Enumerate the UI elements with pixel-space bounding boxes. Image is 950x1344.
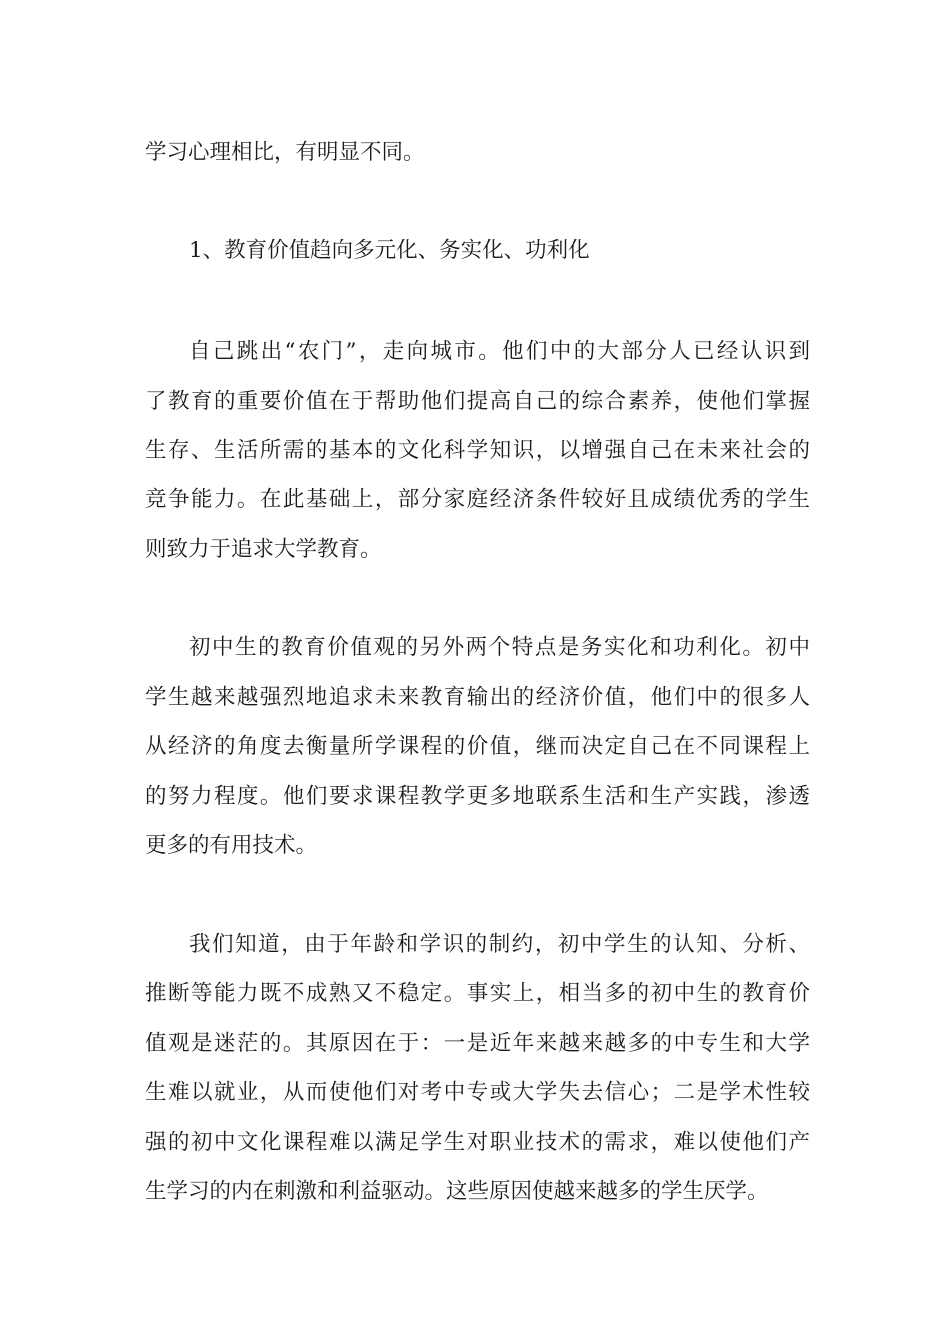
paragraph-1-line-4: 竞争能力。在此基础上，部分家庭经济条件较好且成绩优秀的学生 <box>145 487 810 512</box>
paragraph-2-line-1: 初中生的教育价值观的另外两个特点是务实化和功利化。初中 <box>189 635 810 660</box>
paragraph-1-line-5: 则致力于追求大学教育。 <box>145 537 382 562</box>
paragraph-1-line-2: 了教育的重要价值在于帮助他们提高自己的综合素养，使他们掌握 <box>145 389 810 414</box>
paragraph-3-line-6: 生学习的内在刺激和利益驱动。这些原因使越来越多的学生厌学。 <box>145 1179 769 1204</box>
paragraph-continuation-line: 学习心理相比，有明显不同。 <box>145 140 425 165</box>
paragraph-2-line-2: 学生越来越强烈地追求未来教育输出的经济价值，他们中的很多人 <box>145 685 810 710</box>
paragraph-3-line-2: 推断等能力既不成熟又不稳定。事实上，相当多的初中生的教育价 <box>145 981 810 1006</box>
paragraph-2-line-5: 更多的有用技术。 <box>145 833 318 858</box>
paragraph-2-line-4: 的努力程度。他们要求课程教学更多地联系生活和生产实践，渗透 <box>145 784 810 809</box>
paragraph-2-line-3: 从经济的角度去衡量所学课程的价值，继而决定自己在不同课程上 <box>145 734 810 759</box>
paragraph-1-line-1: 自己跳出“农门”，走向城市。他们中的大部分人已经认识到 <box>189 339 810 364</box>
paragraph-1-line-3: 生存、生活所需的基本的文化科学知识，以增强自己在未来社会的 <box>145 438 810 463</box>
paragraph-3-line-5: 强的初中文化课程难以满足学生对职业技术的需求，难以使他们产 <box>145 1130 810 1155</box>
paragraph-3-line-4: 生难以就业，从而使他们对考中专或大学失去信心；二是学术性较 <box>145 1080 810 1105</box>
section-heading: 1、教育价值趋向多元化、务实化、功利化 <box>189 238 590 263</box>
paragraph-3-line-1: 我们知道，由于年龄和学识的制约，初中学生的认知、分析、 <box>189 932 810 957</box>
paragraph-3-line-3: 值观是迷茫的。其原因在于：一是近年来越来越多的中专生和大学 <box>145 1031 810 1056</box>
